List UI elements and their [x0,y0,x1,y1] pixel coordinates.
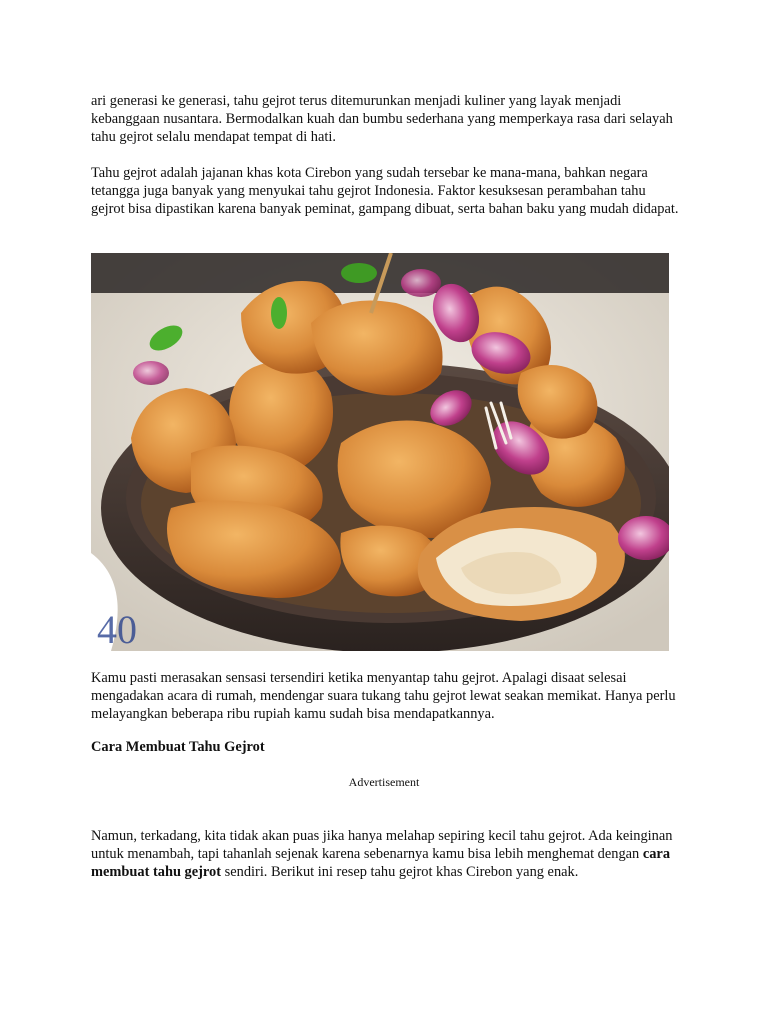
tahu-gejrot-photo [91,253,669,651]
paragraph-resep-text-start: Namun, terkadang, kita tidak akan puas jika hanya melahap sepiring kecil tahu gejrot. Ada keinginan untuk menambah, tapi tahanlah sejenak karena sebenarnya kamu bisa lebih menghemat dengan [91,828,673,863]
advertisement-label[interactable]: Advertisement [348,775,420,789]
svg-text:40: 40 [97,607,137,651]
paragraph-resep [91,827,681,882]
section-heading: Cara Membuat Tahu Gejrot [91,739,265,755]
paragraph-sensasi: Kamu pasti merasakan sensasi tersendiri ketika menyantap tahu gejrot. Apalagi disaat selesai mengadakan acara di rumah, mendengar suara tukang tahu gejrot lewat seakan memikat. Hanya perlu melayangkan beberapa ribu rupiah kamu sudah bisa mendapatkannya. [91,670,676,723]
paragraph-resep-bold-keyword: cara membuat tahu gejrot [91,846,671,881]
paragraph-resep-text-end: sendiri. Berikut ini resep tahu gejrot khas Cirebon yang enak. [221,864,579,881]
paragraph-cirebon: Tahu gejrot adalah jajanan khas kota Cirebon yang sudah tersebar ke mana-mana, bahkan negara tetangga juga banyak yang menyukai tahu gejrot Indonesia. Faktor kesuksesan perambahan tahu gejrot bisa dipastikan karena banyak peminat, gampang dibuat, serta bahan baku yang mudah didapat. [91,165,679,218]
paragraph-intro: ari generasi ke generasi, tahu gejrot terus ditemurunkan menjadi kuliner yang layak menjadi kebanggaan nusantara. Bermodalkan kuah dan bumbu sederhana yang memperkaya rasa dari selayah tahu gejrot selalu mendapat tempat di hati. [91,93,673,146]
